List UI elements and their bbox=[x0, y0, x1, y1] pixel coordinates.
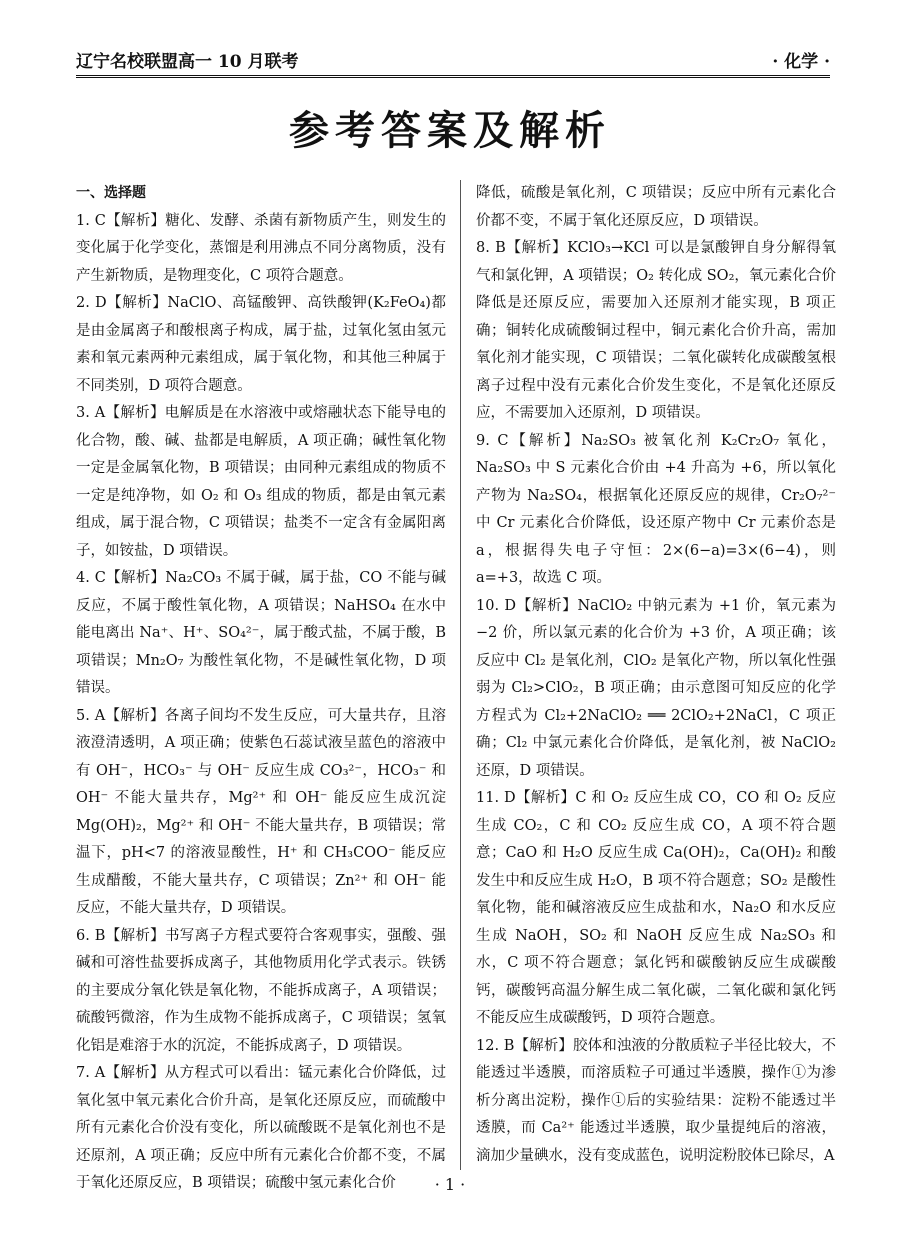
subject-label: · 化学 · bbox=[772, 52, 830, 72]
right-column bbox=[476, 180, 836, 1170]
answer-item-11: 11. D【解析】C 和 O₂ 反应生成 CO，CO 和 O₂ 反应生成 CO₂，C 和 CO₂ 反应生成 CO，A 项不符合题意；CaO 和 H₂O 反应生成 Ca(OH)₂，Ca(OH)₂ 和酸发生中和反应生成 H₂O，B 项不符合题意；SO₂ 是酸性氧化物，能和碱溶液反应生成盐和水，Na₂O 和水反应生成 NaOH，SO₂ 和 NaOH 反应生成 Na₂SO₃ 和水，C 项不符合题意；氯化钙和碳酸钠反应生成碳酸钙，碳酸钙高温分解生成二氧化碳，二氧化碳和氯化钙不能反应生成碳酸钙，D 项符合题意。 bbox=[476, 790, 836, 1026]
column-divider bbox=[460, 180, 461, 1170]
page-number: · 1 · bbox=[434, 1175, 466, 1194]
answer-item-5: 5. A【解析】各离子间均不发生反应，可大量共存，且溶液澄清透明，A 项正确；使紫色石蕊试液呈蓝色的溶液中有 OH⁻，HCO₃⁻ 与 OH⁻ 反应生成 CO₃²⁻，HCO₃⁻ 和 OH⁻ 不能大量共存，Mg²⁺ 和 OH⁻ 能反应生成沉淀 Mg(OH)₂，Mg²⁺ 和 OH⁻ 不能大量共存，B 项错误；常温下，pH<7 的溶液显酸性，H⁺ 和 CH₃COO⁻ 能反应生成醋酸，不能大量共存，C 项错误；Zn²⁺ 和 OH⁻ 能反应，不能大量共存，D 项错误。 bbox=[76, 707, 446, 916]
answer-item-8: 8. B【解析】KClO₃→KCl 可以是氯酸钾自身分解得氧气和氯化钾，A 项错误；O₂ 转化成 SO₂，氧元素化合价降低是还原反应，需要加入还原剂才能实现，B 项正确；铜转化成硫酸铜过程中，铜元素化合价升高，需加氧化剂才能实现，C 项错误；二氧化碳转化成碳酸氢根离子过程中没有元素化合价发生变化，不是氧化还原反应，不需要加入还原剂，D 项错误。 bbox=[476, 240, 836, 421]
answer-item-2: 2. D【解析】NaClO、高锰酸钾、高铁酸钾(K₂FeO₄)都是由金属离子和酸根离子构成，属于盐，过氧化氢由氢元素和氧元素两种元素组成，属于氧化物，和其他三种属于不同类别，D 项符合题意。 bbox=[76, 295, 446, 394]
answer-item-12: 12. B【解析】胶体和浊液的分散质粒子半径比较大，不能透过半透膜，而溶质粒子可通过半透膜，操作①为渗析分离出淀粉，操作①后的实验结果：淀粉不能透过半透膜，而 Ca²⁺ 能透过半透膜，取少量提纯后的溶液，滴加少量碘水，没有变成蓝色，说明淀粉胶体已除尽，A bbox=[476, 1037, 836, 1164]
answer-item-6: 6. B【解析】书写离子方程式要符合客观事实，强酸、强碱和可溶性盐要拆成离子，其他物质用化学式表示。铁锈的主要成分氧化铁是氧化物，不能拆成离子，A 项错误；硫酸钙微溶，作为生成物不能拆成离子，C 项错误；氢氧化铝是难溶于水的沉淀，不能拆成离子，D 项错误。 bbox=[76, 927, 446, 1054]
header-rule bbox=[76, 75, 830, 78]
answer-item-4: 4. C【解析】Na₂CO₃ 不属于碱，属于盐，CO 不能与碱反应，不属于酸性氧化物，A 项错误；NaHSO₄ 在水中能电离出 Na⁺、H⁺、SO₄²⁻，属于酸式盐，不属于酸，B 项错误；Mn₂O₇ 为酸性氧化物，不是碱性氧化物，D 项错误。 bbox=[76, 570, 446, 696]
answer-item-10: 10. D【解析】NaClO₂ 中钠元素为 +1 价，氧元素为 −2 价，所以氯元素的化合价为 +3 价，A 项正确；该反应中 Cl₂ 是氧化剂，ClO₂ 是氧化产物，所以氧化性强弱为 Cl₂>ClO₂，B 项正确；由示意图可知反应的化学方程式为 Cl₂+2NaClO₂ ══ 2ClO₂+2NaCl，C 项正确；Cl₂ 中氯元素化合价降低，是氧化剂，被 NaClO₂ 还原，D 项错误。 bbox=[476, 597, 836, 779]
answer-item-9: 9. C【解析】Na₂SO₃ 被氧化剂 K₂Cr₂O₇ 氧化，Na₂SO₃ 中 S 元素化合价由 +4 升高为 +6，所以氧化产物为 Na₂SO₄，根据氧化还原反应的规律，Cr₂O₇²⁻ 中 Cr 元素化合价降低，设还原产物中 Cr 元素价态是 a，根据得失电子守恒：2×(6−a)=3×(6−4)，则 a=+3，故选 C 项。 bbox=[476, 432, 836, 586]
page-title: 参考答案及解析 bbox=[289, 108, 611, 154]
left-column bbox=[76, 180, 446, 1198]
section-heading: 一、选择题 bbox=[76, 185, 146, 201]
answer-item-3: 3. A【解析】电解质是在水溶液中或熔融状态下能导电的化合物，酸、碱、盐都是电解质，A 项正确；碱性氧化物一定是金属氧化物，B 项错误；由同种元素组成的物质不一定是纯净物，如 O₂ 和 O₃ 组成的物质，都是由氧元素组成，属于混合物，C 项错误；盐类不一定含有金属阳离子，如铵盐，D 项错误。 bbox=[76, 405, 446, 559]
page-header bbox=[76, 44, 830, 78]
answer-item-7: 7. A【解析】从方程式可以看出：锰元素化合价降低，过氧化氢中氧元素化合价升高，是氧化还原反应，而硫酸中所有元素化合价没有变化，所以硫酸既不是氧化剂也不是还原剂，A 项正确；反应中所有元素化合价都不变，不属于氧化还原反应，B 项错误；硫酸中氢元素化合价 bbox=[76, 1065, 446, 1191]
answer-item-1: 1. C【解析】糖化、发酵、杀菌有新物质产生，则发生的变化属于化学变化，蒸馏是利用沸点不同分离物质，没有产生新物质，是物理变化，C 项符合题意。 bbox=[76, 212, 446, 284]
answer-item-7-continued: 降低，硫酸是氧化剂，C 项错误；反应中所有元素化合价都不变，不属于氧化还原反应，D 项错误。 bbox=[476, 185, 836, 229]
exam-name: 辽宁名校联盟高一 10 月联考 bbox=[76, 52, 299, 72]
